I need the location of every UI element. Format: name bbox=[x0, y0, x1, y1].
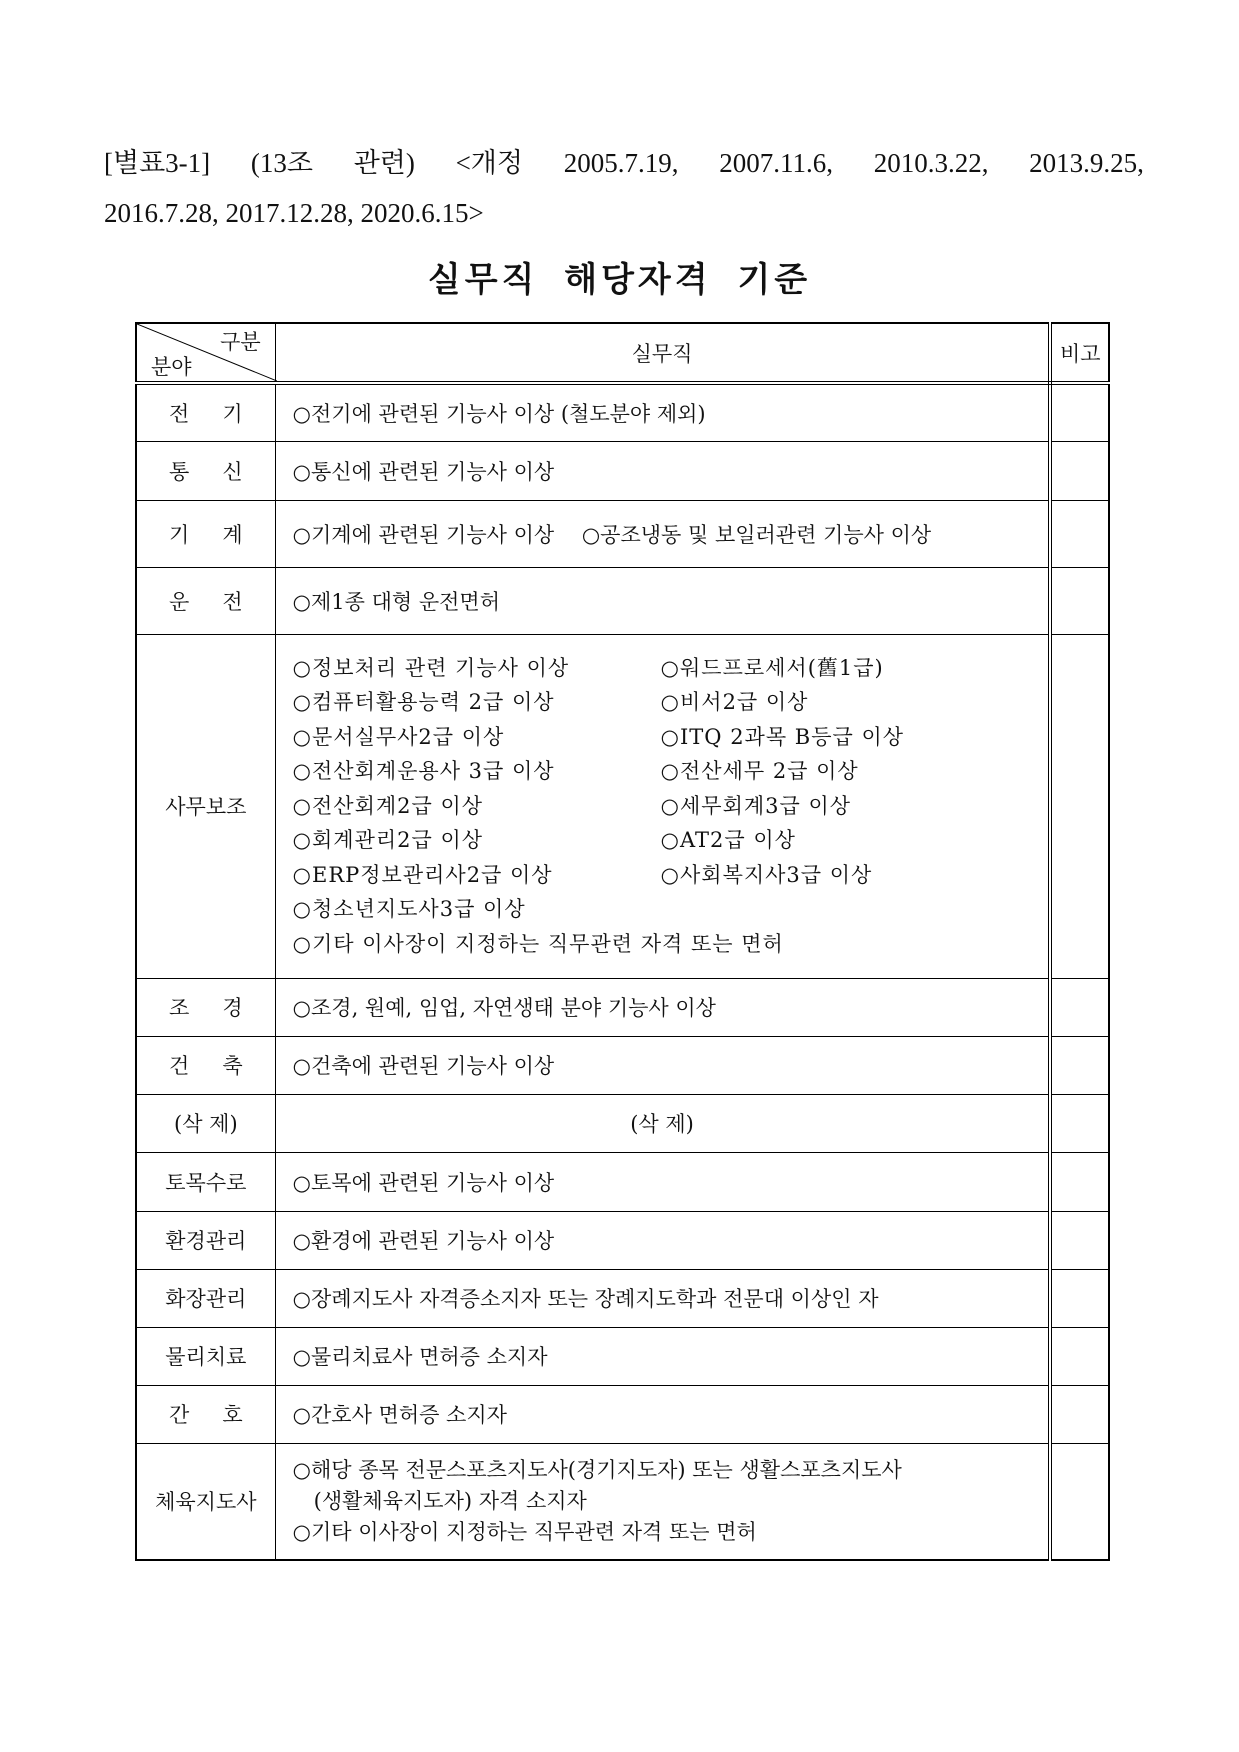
header-gubun: 구분 bbox=[220, 330, 261, 354]
header-bunya: 분야 bbox=[151, 355, 192, 379]
header-token: <개정 bbox=[455, 148, 523, 178]
row-category: 물리치료 bbox=[136, 1327, 275, 1385]
row-remark bbox=[1050, 441, 1109, 500]
list-item: ○컴퓨터활용능력 2급 이상 bbox=[292, 690, 555, 715]
table-row bbox=[136, 1327, 1109, 1385]
row-remark bbox=[1050, 1443, 1109, 1560]
row-content: (삭 제) bbox=[275, 1094, 1050, 1152]
row-category: 전 기 bbox=[169, 401, 243, 426]
table-row bbox=[136, 1269, 1109, 1327]
row-remark bbox=[1050, 1327, 1109, 1385]
header-token: 2007.11.6, bbox=[719, 148, 833, 178]
list-item: ○ITQ 2과목 B등급 이상 bbox=[660, 724, 905, 749]
row-category: 운 전 bbox=[169, 589, 243, 614]
table-row bbox=[136, 383, 1109, 441]
row-remark bbox=[1050, 634, 1109, 978]
row-remark bbox=[1050, 1385, 1109, 1443]
list-item: ○전산회계운용사 3급 이상 bbox=[292, 759, 555, 784]
table-row bbox=[136, 500, 1109, 567]
header-token: [별표3-1] bbox=[104, 148, 211, 178]
table-row bbox=[136, 1036, 1109, 1094]
row-content: ○통신에 관련된 기능사 이상 bbox=[275, 441, 1050, 500]
list-item: ○기타 이사장이 지정하는 직무관련 자격 또는 면허 bbox=[292, 931, 784, 956]
list-item: ○세무회계3급 이상 bbox=[660, 793, 852, 818]
row-remark bbox=[1050, 1269, 1109, 1327]
row-category: 환경관리 bbox=[136, 1211, 275, 1269]
document-header bbox=[104, 138, 1144, 238]
header-bigo: 비고 bbox=[1050, 323, 1109, 383]
diagonal-header-cell bbox=[136, 323, 275, 383]
row-category: 토목수로 bbox=[136, 1152, 275, 1211]
row-content: ○조경, 원예, 임업, 자연생태 분야 기능사 이상 bbox=[275, 978, 1050, 1036]
row-remark bbox=[1050, 1036, 1109, 1094]
list-item: ○전산세무 2급 이상 bbox=[660, 759, 859, 784]
table-row bbox=[136, 441, 1109, 500]
row-remark bbox=[1050, 1211, 1109, 1269]
row-content: ○제1종 대형 운전면허 bbox=[275, 567, 1050, 634]
list-item: ○AT2급 이상 bbox=[660, 828, 796, 853]
row-remark bbox=[1050, 500, 1109, 567]
list-item: ○회계관리2급 이상 bbox=[292, 828, 484, 853]
row-content bbox=[275, 634, 1050, 978]
list-item: ○기타 이사장이 지정하는 직무관련 자격 또는 면허 bbox=[292, 1519, 757, 1544]
list-item: ○워드프로세서(舊1급) bbox=[660, 655, 884, 680]
row-category: 조 경 bbox=[169, 996, 243, 1020]
table-row bbox=[136, 1443, 1109, 1560]
list-item: ○전산회계2급 이상 bbox=[292, 793, 484, 818]
row-content: ○장례지도사 자격증소지자 또는 장례지도학과 전문대 이상인 자 bbox=[275, 1269, 1050, 1327]
header-token: (13조 bbox=[250, 148, 313, 178]
row-remark bbox=[1050, 978, 1109, 1036]
row-category: 통 신 bbox=[169, 459, 243, 484]
table-header-row bbox=[136, 323, 1109, 383]
header-line-2: 2016.7.28, 2017.12.28, 2020.6.15> bbox=[104, 198, 484, 228]
list-item: ○비서2급 이상 bbox=[660, 690, 809, 715]
row-content: ○토목에 관련된 기능사 이상 bbox=[275, 1152, 1050, 1211]
header-silmujik: 실무직 bbox=[275, 323, 1050, 383]
list-item: ○해당 종목 전문스포츠지도사(경기지도자) 또는 생활스포츠지도사 bbox=[292, 1457, 902, 1482]
table-row bbox=[136, 978, 1109, 1036]
row-content bbox=[275, 1443, 1050, 1560]
row-content: ○건축에 관련된 기능사 이상 bbox=[275, 1036, 1050, 1094]
table-row bbox=[136, 567, 1109, 634]
header-token: 2013.9.25, bbox=[1029, 148, 1144, 178]
list-item: ○정보처리 관련 기능사 이상 bbox=[292, 655, 570, 680]
header-token: 관련) bbox=[353, 148, 415, 178]
header-token: 2010.3.22, bbox=[873, 148, 989, 178]
row-category: 기 계 bbox=[169, 522, 243, 547]
table-row bbox=[136, 1385, 1109, 1443]
list-item: ○문서실무사2급 이상 bbox=[292, 724, 505, 749]
row-category: 건 축 bbox=[169, 1054, 243, 1078]
list-item: ○ERP정보관리사2급 이상 bbox=[292, 862, 553, 887]
row-category: 화장관리 bbox=[136, 1269, 275, 1327]
page-title: 실무직 해당자격 기준 bbox=[427, 260, 812, 300]
table-row bbox=[136, 1211, 1109, 1269]
row-category: (삭 제) bbox=[136, 1094, 275, 1152]
table-row bbox=[136, 634, 1109, 978]
table-row bbox=[136, 1152, 1109, 1211]
row-category: 사무보조 bbox=[136, 634, 275, 978]
row-remark bbox=[1050, 1152, 1109, 1211]
row-content: ○간호사 면허증 소지자 bbox=[275, 1385, 1050, 1443]
table-row bbox=[136, 1094, 1109, 1152]
row-content: ○기계에 관련된 기능사 이상 ○공조냉동 및 보일러관련 기능사 이상 bbox=[275, 500, 1050, 567]
row-remark bbox=[1050, 1094, 1109, 1152]
list-item: ○청소년지도사3급 이상 bbox=[292, 897, 526, 922]
qualification-table bbox=[135, 322, 1110, 1561]
row-category: 간 호 bbox=[169, 1403, 243, 1427]
row-category: 체육지도사 bbox=[136, 1443, 275, 1560]
row-remark bbox=[1050, 383, 1109, 441]
list-item: ○사회복지사3급 이상 bbox=[660, 862, 873, 887]
row-content: ○환경에 관련된 기능사 이상 bbox=[275, 1211, 1050, 1269]
row-content: ○전기에 관련된 기능사 이상 (철도분야 제외) bbox=[275, 383, 1050, 441]
row-content: ○물리치료사 면허증 소지자 bbox=[275, 1327, 1050, 1385]
row-remark bbox=[1050, 567, 1109, 634]
list-item: (생활체육지도자) 자격 소지자 bbox=[292, 1488, 587, 1513]
header-line-1 bbox=[104, 138, 1144, 188]
header-token: 2005.7.19, bbox=[563, 148, 679, 178]
